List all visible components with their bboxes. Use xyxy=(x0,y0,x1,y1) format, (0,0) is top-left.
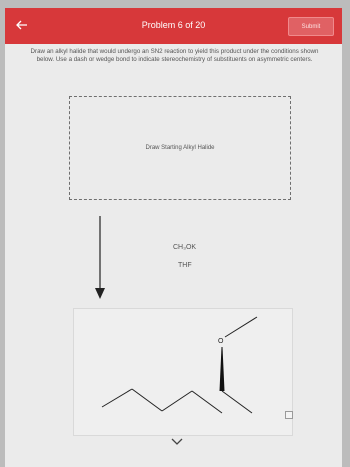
submit-button[interactable]: Submit xyxy=(288,17,334,36)
oxygen-atom-label: O xyxy=(218,338,224,345)
wedge-bond xyxy=(220,347,225,391)
solvent-label: THF xyxy=(178,262,192,269)
drawing-canvas[interactable] xyxy=(69,96,291,200)
reaction-arrow-icon xyxy=(93,216,107,300)
drawing-placeholder: Draw Starting Alkyl Halide xyxy=(145,145,215,151)
app-screen xyxy=(5,8,342,467)
instructions-text: Draw an alkyl halide that would undergo an SN2 reaction to yield this product under the conditions shown below. Use a dash or wedge bond to indicate stereochemistry of substituents on asymmetric centers. xyxy=(30,48,319,63)
product-molecule xyxy=(74,309,294,437)
page-title: Problem 6 of 20 xyxy=(141,20,206,30)
chevron-down-icon[interactable] xyxy=(171,438,183,446)
header-bar xyxy=(5,8,342,44)
zoom-icon[interactable] xyxy=(285,411,293,419)
reagent-label: CH₃OK xyxy=(173,244,197,251)
product-structure-panel xyxy=(73,308,293,436)
carbon-chain-bonds xyxy=(102,389,132,407)
